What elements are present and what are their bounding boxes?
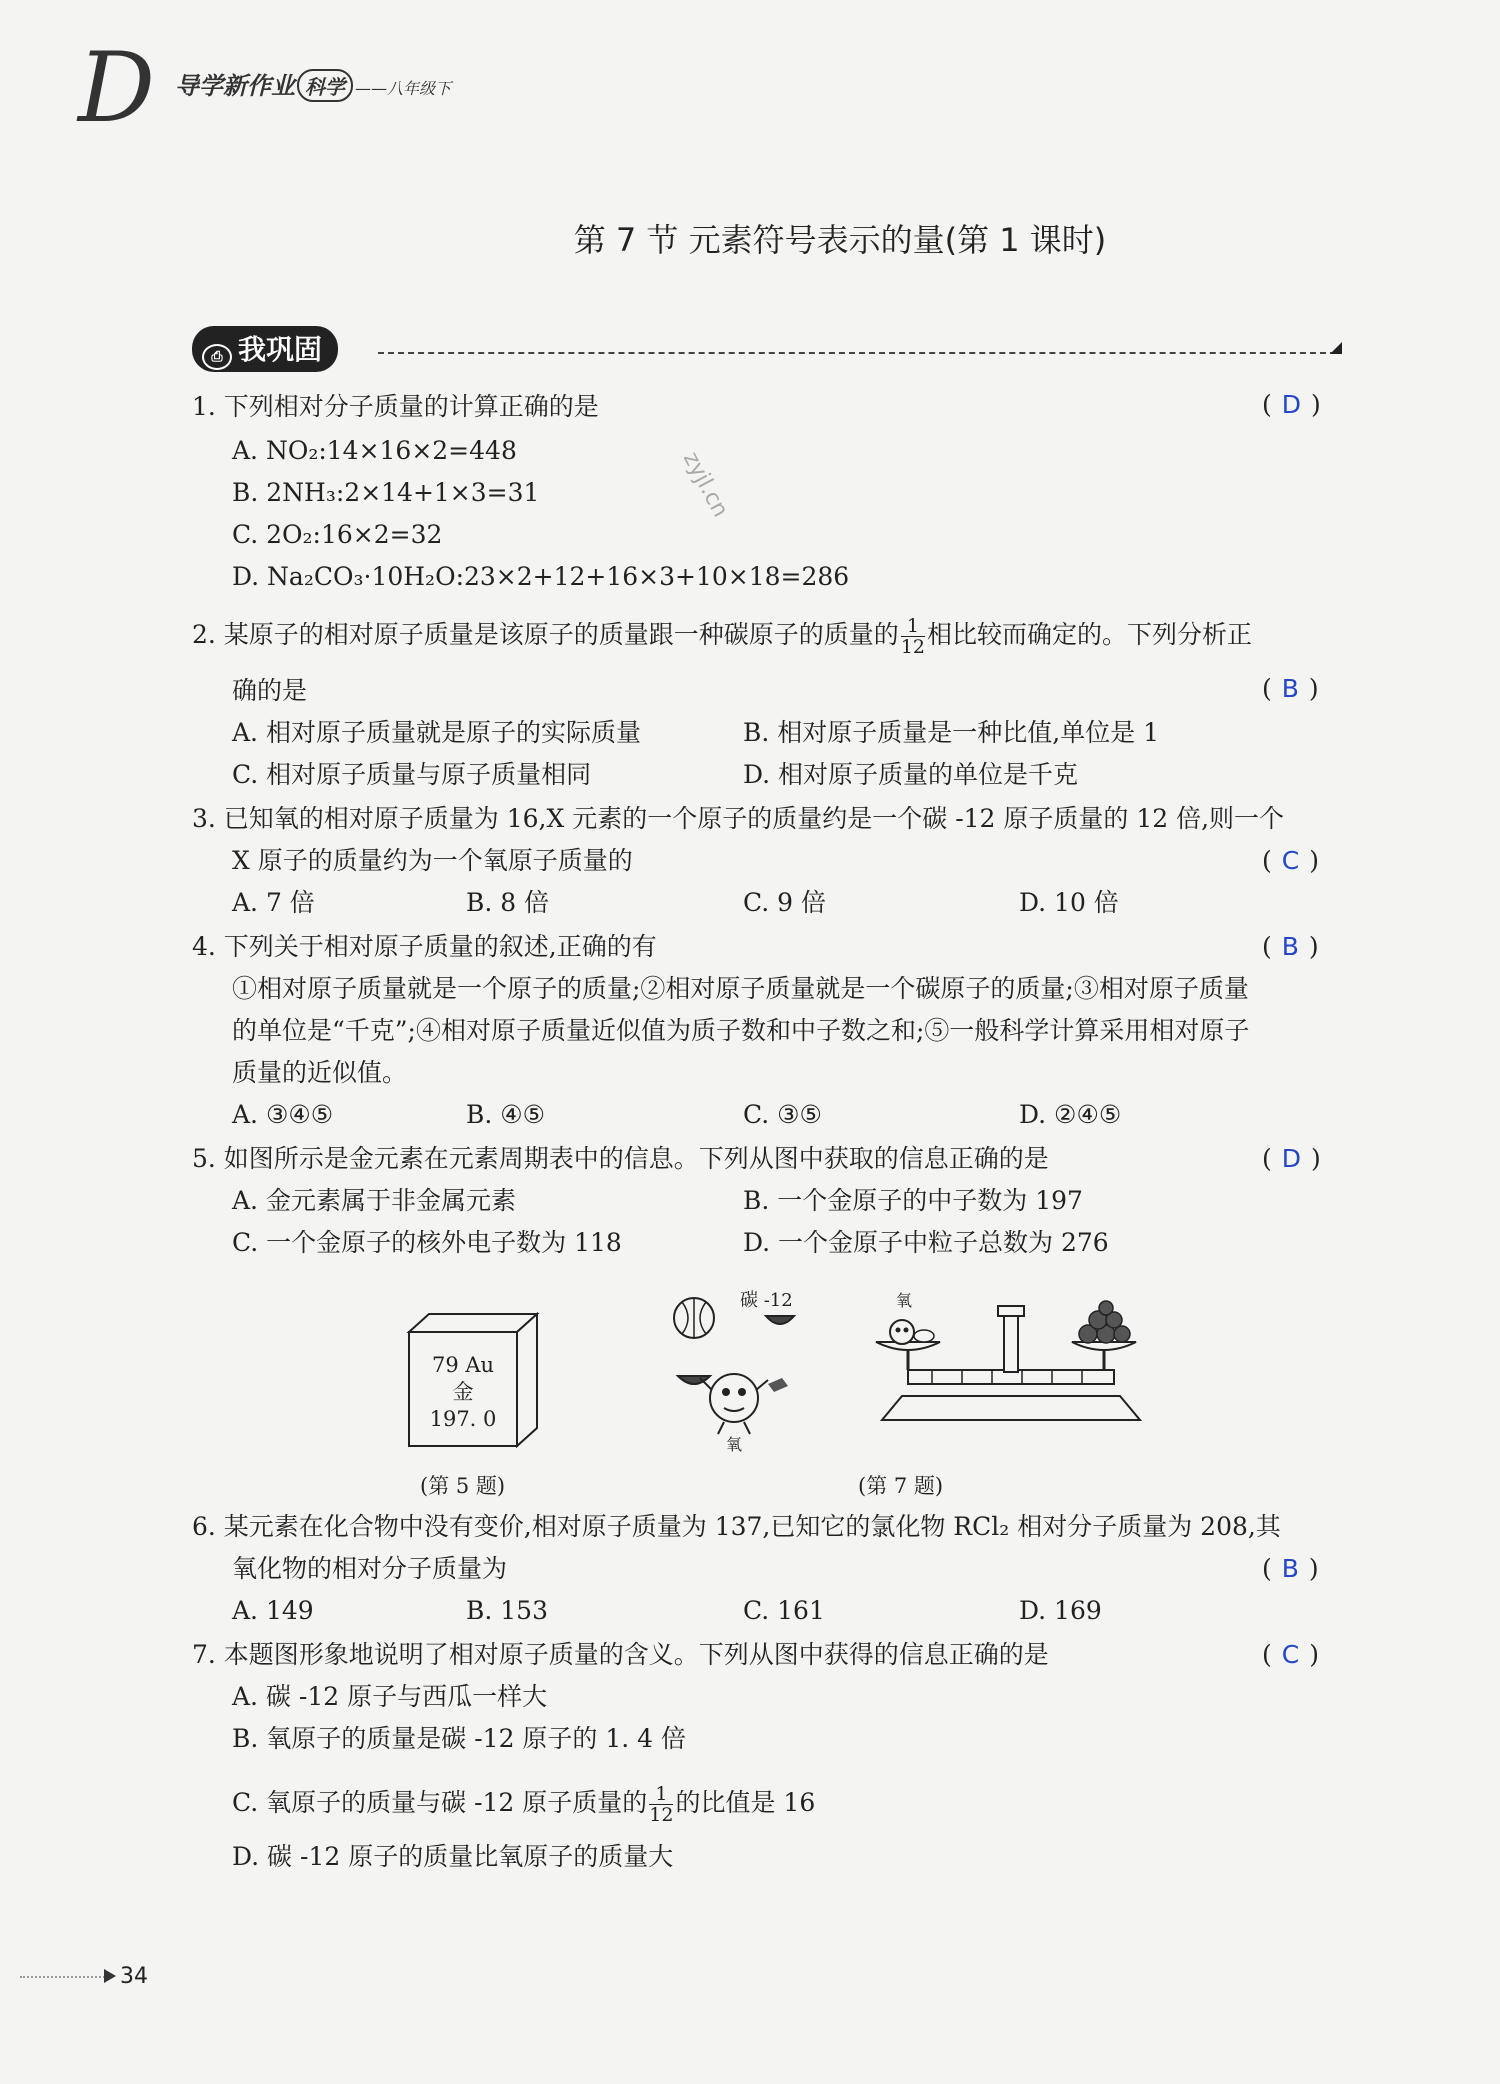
q3-answer: ( C )	[1262, 846, 1319, 875]
q6-option-d: D. 169	[1019, 1596, 1102, 1625]
fraction: $\frac{1}{12}$	[649, 1783, 674, 1826]
q4-option-d: D. ②④⑤	[1019, 1100, 1122, 1129]
watermark: zyjl.cn	[677, 448, 733, 522]
q7-option-c: C. 氧原子的质量与碳 -12 原子质量的 $\frac{1}{12}$ 的比值是 16	[232, 1783, 816, 1826]
q3-option-b: B. 8 倍	[466, 888, 550, 917]
series-name: 导学新作业	[175, 72, 295, 100]
q4-option-c: C. ③⑤	[743, 1100, 822, 1129]
q4-body-2: 的单位是“千克”;④相对原子质量近似值为质子数和中子数之和;⑤一般科学计算采用相对原子	[232, 1016, 1250, 1045]
grade-label: ——八年级下	[355, 79, 452, 98]
q4-option-b: B. ④⑤	[466, 1100, 546, 1129]
section-divider	[378, 352, 1336, 354]
figure-5-caption: (第 5 题)	[420, 1474, 506, 1498]
q2-answer: ( B )	[1262, 674, 1319, 703]
q5-option-a: A. 金元素属于非金属元素	[232, 1186, 516, 1215]
carbon-label: 碳 -12	[740, 1290, 793, 1311]
q5-option-b: B. 一个金原子的中子数为 197	[743, 1186, 1083, 1215]
q2-option-c: C. 相对原子质量与原子质量相同	[232, 760, 592, 789]
q1-option-d: D. Na₂CO₃·10H₂O:23×2+12+16×3+10×18=286	[232, 562, 850, 591]
q2-stem-cont: 确的是	[232, 676, 308, 705]
footer-arrow-icon	[104, 1969, 116, 1983]
section-header	[192, 326, 338, 372]
q1-stem: 1. 下列相对分子质量的计算正确的是	[192, 392, 599, 421]
q2-option-b: B. 相对原子质量是一种比值,单位是 1	[743, 718, 1160, 747]
page-number: 34	[120, 1964, 148, 1989]
q3-option-c: C. 9 倍	[743, 888, 826, 917]
q6-stem-cont: 氧化物的相对分子质量为	[232, 1554, 508, 1583]
q5-option-d: D. 一个金原子中粒子总数为 276	[743, 1228, 1109, 1257]
q2-option-d: D. 相对原子质量的单位是千克	[743, 760, 1079, 789]
divider-corner-mark	[1330, 342, 1342, 354]
q4-option-a: A. ③④⑤	[232, 1100, 334, 1129]
section-pill	[192, 326, 338, 372]
q7-option-d: D. 碳 -12 原子的质量比氧原子的质量大	[232, 1842, 674, 1871]
q7-option-a: A. 碳 -12 原子与西瓜一样大	[232, 1682, 548, 1711]
q1-option-c: C. 2O₂:16×2=32	[232, 520, 443, 549]
q5-answer: ( D )	[1262, 1144, 1321, 1173]
q6-option-b: B. 153	[466, 1596, 548, 1625]
element-name: 金	[452, 1380, 474, 1404]
oxygen-label-top: 氧	[896, 1291, 913, 1310]
q3-stem: 3. 已知氧的相对原子质量为 16,X 元素的一个原子的质量约是一个碳 -12 原子质量的 12 倍,则一个	[192, 804, 1285, 833]
q6-option-a: A. 149	[232, 1596, 314, 1625]
fraction: $\frac{1}{12}$	[900, 615, 925, 658]
q3-option-a: A. 7 倍	[232, 888, 315, 917]
q7-stem: 7. 本题图形象地说明了相对原子质量的含义。下列从图中获得的信息正确的是	[192, 1640, 1049, 1669]
q5-stem: 5. 如图所示是金元素在元素周期表中的信息。下列从图中获取的信息正确的是	[192, 1144, 1049, 1173]
q2-stem: 2. 某原子的相对原子质量是该原子的质量跟一种碳原子的质量的 $\frac{1}{12}$ 相比较而确定的。下列分析正	[192, 615, 1253, 658]
header-logo: D	[78, 32, 155, 144]
q1-option-a: A. NO₂:14×16×2=448	[232, 436, 517, 465]
q4-body-1: ①相对原子质量就是一个原子的质量;②相对原子质量就是一个碳原子的质量;③相对原子质量	[232, 974, 1249, 1003]
q1-answer: ( D )	[1262, 390, 1321, 419]
section-label: 我巩固	[238, 333, 323, 366]
q6-option-c: C. 161	[743, 1596, 825, 1625]
q3-option-d: D. 10 倍	[1019, 888, 1119, 917]
header-title	[175, 66, 451, 102]
q4-body-3: 质量的近似值。	[232, 1058, 408, 1087]
q7-option-b: B. 氧原子的质量是碳 -12 原子的 1. 4 倍	[232, 1724, 687, 1753]
q5-option-c: C. 一个金原子的核外电子数为 118	[232, 1228, 622, 1257]
q6-answer: ( B )	[1262, 1554, 1319, 1583]
q7-answer: ( C )	[1262, 1640, 1319, 1669]
q6-stem: 6. 某元素在化合物中没有变价,相对原子质量为 137,已知它的氯化物 RCl₂ 相对分子质量为 208,其	[192, 1512, 1281, 1541]
printer-icon: ⎙	[202, 344, 232, 370]
gold-cell-text	[409, 1352, 517, 1433]
q1-option-b: B. 2NH₃:2×14+1×3=31	[232, 478, 540, 507]
q3-stem-cont: X 原子的质量约为一个氧原子质量的	[232, 846, 633, 875]
page-title: 第 7 节 元素符号表示的量(第 1 课时)	[573, 221, 1107, 259]
balance-scale-figure	[872, 1300, 1152, 1428]
atomic-number-symbol: 79 Au	[431, 1353, 495, 1377]
figure-7-caption: (第 7 题)	[858, 1474, 944, 1498]
atomic-mass: 197. 0	[429, 1407, 497, 1431]
subject-badge: 科学	[297, 69, 353, 102]
q4-stem: 4. 下列关于相对原子质量的叙述,正确的有	[192, 932, 657, 961]
footer-dots	[20, 1976, 108, 1978]
oxygen-label-bottom: 氧	[726, 1435, 743, 1454]
q4-answer: ( B )	[1262, 932, 1319, 961]
q2-option-a: A. 相对原子质量就是原子的实际质量	[232, 718, 641, 747]
